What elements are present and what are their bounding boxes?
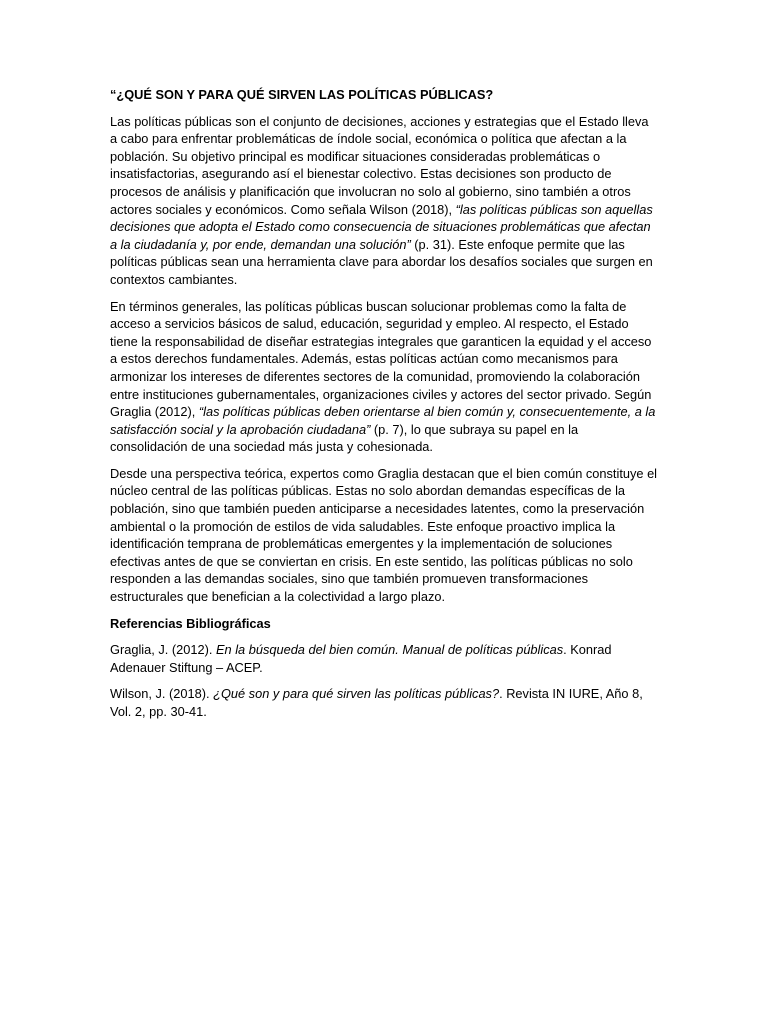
paragraph-1 <box>110 113 658 289</box>
paragraph-2-text-b: (p. 7), lo que subraya su papel en la consolidación de una sociedad más justa y cohesionada. <box>110 421 579 455</box>
reference-item <box>110 641 658 676</box>
reference-title: ¿Qué son y para qué sirven las políticas públicas? <box>213 686 500 702</box>
reference-prefix: Wilson, J. (2018). <box>110 686 214 702</box>
reference-title: En la búsqueda del bien común. Manual de políticas públicas <box>215 642 564 658</box>
paragraph-3: Desde una perspectiva teórica, expertos como Graglia destacan que el bien común constituye el núcleo central de las políticas públicas. Estas no solo abordan demandas específicas de la población, sino que también pueden anticiparse a necesidades latentes, como la preservación ambiental o la promoción de estilos de vida saludables. Este enfoque proactivo implica la identificación temprana de problemáticas emergentes y la implementación de soluciones efectivas antes de que se conviertan en crisis. En este sentido, las políticas públicas no solo responden a las demandas sociales, sino que también promueven transformaciones estructurales que benefician a la colectividad a largo plazo. <box>110 465 658 605</box>
paragraph-1-text-b: (p. 31). Este enfoque permite que las políticas públicas sean una herramienta clave para abordar los desafíos sociales que surgen en contextos cambiantes. <box>110 236 653 287</box>
paragraph-2-text-a: En términos generales, las políticas públicas buscan solucionar problemas como la falta de acceso a servicios básicos de salud, educación, seguridad y empleo. Al respecto, el Estado tiene la responsabilidad de diseñar estrategias integrales que garanticen la equidad y el acceso a estos derechos fundamentales. Además, estas políticas actúan como mecanismos para armonizar los intereses de diferentes sectores de la comunidad, promoviendo la colaboración entre instituciones gubernamentales, organizaciones civiles y actores del sector privado. Según Graglia (2012), <box>110 298 652 420</box>
document-page <box>110 86 658 730</box>
paragraph-2 <box>110 298 658 456</box>
reference-suffix: . Konrad Adenauer Stiftung – ACEP. <box>110 642 612 675</box>
document-title: “¿QUÉ SON Y PARA QUÉ SIRVEN LAS POLÍTICAS PÚBLICAS? <box>110 87 494 102</box>
wilson-quote: “las políticas públicas son aquellas decisiones que adopta el Estado como consecuencia de situaciones problemáticas que afectan a la ciudadanía y, por ende, demandan una solución” <box>110 201 653 252</box>
references-heading: Referencias Bibliográficas <box>110 615 271 631</box>
reference-item <box>110 685 658 720</box>
reference-prefix: Graglia, J. (2012). <box>110 642 216 658</box>
paragraph-1-text-a: Las políticas públicas son el conjunto de decisiones, acciones y estrategias que el Estado lleva a cabo para enfrentar problemáticas de índole social, económica o política que afectan a la población. Su objetivo principal es modificar situaciones consideradas problemáticas o insatisfactorias, asegurando así el bienestar colectivo. Estas decisiones son producto de procesos de análisis y planificación que involucran no solo al gobierno, sino también a otros actores sociales y económicos. Como señala Wilson (2018), <box>110 113 649 217</box>
graglia-quote: “las políticas públicas deben orientarse al bien común y, consecuentemente, a la satisfacción social y la aprobación ciudadana” <box>110 404 656 437</box>
reference-suffix: . Revista IN IURE, Año 8, Vol. 2, pp. 30-41. <box>110 686 643 719</box>
